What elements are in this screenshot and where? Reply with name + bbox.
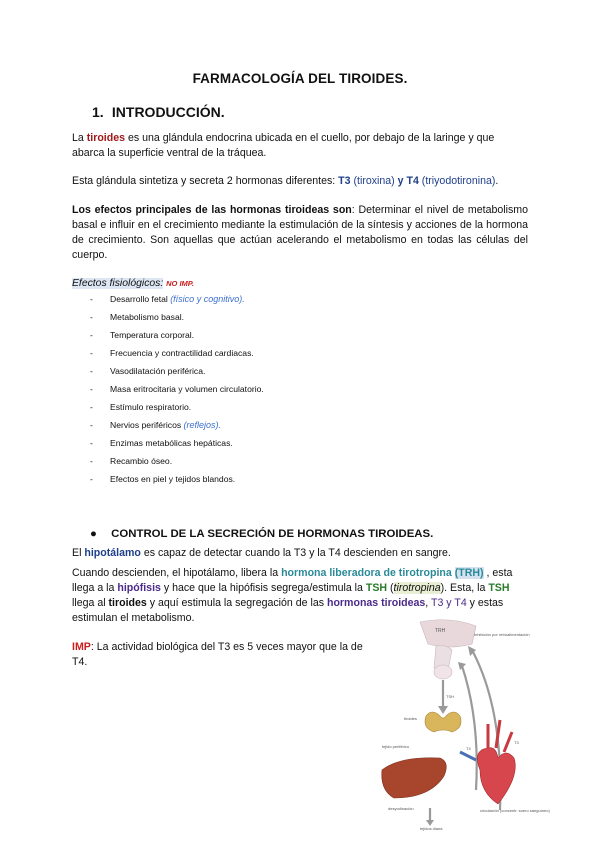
dash-bullet: - (90, 438, 93, 448)
text-run: Cuando descienden, el hipotálamo, libera la (72, 567, 282, 579)
imp-text: : La actividad biológica del T3 es 5 veces mayor que la de T4. (72, 641, 363, 668)
imp-note (72, 640, 372, 670)
effect-text: Vasodilatación periférica. (110, 366, 206, 376)
text-run: : Determinar el nivel de metabolismo basal e influir en el crecimiento mediante la estimulación de la síntesis y acciones de la hormona de crecimiento. Son aquellas que actúan acelerando el metabolismo en todas las células del cuerpo. (72, 204, 528, 261)
effect-item (88, 472, 264, 490)
effect-item (88, 346, 264, 364)
term-t4-name: (triyodotironina) (418, 175, 496, 187)
effect-item (88, 436, 264, 454)
dash-bullet: - (90, 474, 93, 484)
section-heading-text: INTRODUCCIÓN. (111, 104, 225, 120)
term-hipofisis: hipófisis (117, 582, 161, 594)
effects-heading (72, 278, 194, 289)
thyroid-axis-diagram (380, 620, 550, 831)
term-tiroides: tiroides (108, 597, 147, 609)
effect-text: Frecuencia y contractilidad cardiacas. (110, 348, 254, 358)
effect-item (88, 382, 264, 400)
text-run: y estas estimulan el metabolismo. (72, 597, 504, 624)
section-heading-control (90, 528, 433, 540)
effect-note: (físico y cognitivo). (170, 294, 245, 304)
intro-paragraph-1 (72, 131, 528, 161)
effect-text: Enzimas metabólicas hepáticas. (110, 438, 233, 448)
term-t3-name: (tiroxina) (350, 175, 398, 187)
label-circulacion: circulación (concentr. suero sanguíneo) (480, 808, 550, 813)
term-hormonas-tiroideas: hormonas tiroideas (326, 597, 426, 609)
effect-text: Desarrollo fetal (110, 294, 171, 304)
effect-text: Efectos en piel y tejidos blandos. (110, 474, 236, 484)
effect-item (88, 364, 264, 382)
dash-bullet: - (90, 330, 93, 340)
term-trh-name: hormona liberadora de tirotropina (281, 567, 452, 579)
effect-item (88, 400, 264, 418)
label-tejido-diana: tejidos diana (420, 826, 443, 831)
section-heading-introduccion (92, 104, 225, 120)
text-run: La (72, 132, 87, 144)
dash-bullet: - (90, 366, 93, 376)
effects-list (88, 292, 264, 490)
text-run: es capaz de detectar cuando la T3 y la T4 descienden en sangre. (140, 547, 451, 559)
label-trh: TRH (435, 628, 446, 634)
term-tsh: TSH (365, 582, 388, 594)
control-paragraph-1 (72, 546, 528, 561)
term-tiroides: tiroides (86, 132, 125, 144)
effect-text: Estímulo respiratorio. (110, 402, 192, 412)
section-number: 1. (92, 104, 104, 120)
text-run: El (72, 547, 85, 559)
effect-item (88, 454, 264, 472)
effect-text: Recambio óseo. (110, 456, 173, 466)
thyroid-axis-figure (380, 620, 550, 831)
text-run: , (425, 597, 431, 609)
dash-bullet: - (90, 420, 93, 430)
label-tsh: TSH (446, 694, 454, 699)
effect-text: Nervios periféricos (110, 420, 184, 430)
dash-bullet: - (90, 456, 93, 466)
effect-item (88, 418, 264, 436)
term-hipotalamo: hipotálamo (84, 547, 141, 559)
effect-note: (reflejos). (183, 420, 222, 430)
section-heading-text: CONTROL DE LA SECRECIÓN DE HORMONAS TIROIDEAS. (111, 528, 434, 540)
hypothalamus-shape (420, 620, 476, 647)
dash-bullet: - (90, 294, 93, 304)
pituitary-gland (434, 665, 452, 679)
effect-item (88, 328, 264, 346)
imp-label: IMP (72, 641, 91, 653)
term-t4: y T4 (397, 175, 419, 187)
label-tiroides: tiroides (404, 716, 417, 721)
bullet-icon: ● (90, 528, 97, 540)
effect-item (88, 292, 264, 310)
control-paragraph-2 (72, 566, 528, 626)
text-run: Esta glándula sintetiza y secreta 2 hormonas diferentes: (72, 175, 339, 187)
effects-label: Efectos fisiológicos: (72, 278, 164, 289)
text-run: ). Esta, la (440, 582, 489, 594)
term-trh: (TRH) (454, 567, 484, 579)
text-run: es una glándula endocrina ubicada en el cuello, por debajo de la laringe y que abarca la superficie ventral de la tráquea. (72, 132, 495, 159)
dash-bullet: - (90, 384, 93, 394)
dash-bullet: - (90, 348, 93, 358)
intro-paragraph-2 (72, 174, 528, 189)
term-t3: T3 (338, 175, 351, 187)
effect-text: Metabolismo basal. (110, 312, 185, 322)
effect-text: Temperatura corporal. (110, 330, 195, 340)
dash-bullet: - (90, 312, 93, 322)
label-deyodinacion: desyodinación (388, 806, 414, 811)
text-run: ( (387, 582, 394, 594)
term-tirotropina: tirotropina (393, 582, 441, 594)
effect-item (88, 310, 264, 328)
text-run: y hace que la hipófisis segrega/estimula la (160, 582, 366, 594)
text-run: llega al (72, 597, 109, 609)
text-run: , esta llega a la (72, 567, 513, 594)
label-inhibition: Inhibición por retroalimentación (474, 632, 530, 637)
effect-text: Masa eritrocitaria y volumen circulatorio. (110, 384, 264, 394)
term-t3-t4: T3 y T4 (431, 597, 467, 609)
label-t3: T3 (514, 740, 519, 745)
no-imp-tag: NO IMP. (166, 279, 194, 288)
label-tejido: tejido periférico (382, 744, 410, 749)
intro-paragraph-3 (72, 203, 528, 263)
dash-bullet: - (90, 402, 93, 412)
text-run: . (495, 175, 499, 187)
term-tsh: TSH (488, 582, 510, 594)
document-title: FARMACOLOGÍA DEL TIROIDES. (192, 71, 408, 86)
label-t4: T4 (466, 746, 471, 751)
effects-lead: Los efectos principales de las hormonas tiroideas son (72, 204, 352, 216)
text-run: y aquí estimula la segregación de las (146, 597, 327, 609)
